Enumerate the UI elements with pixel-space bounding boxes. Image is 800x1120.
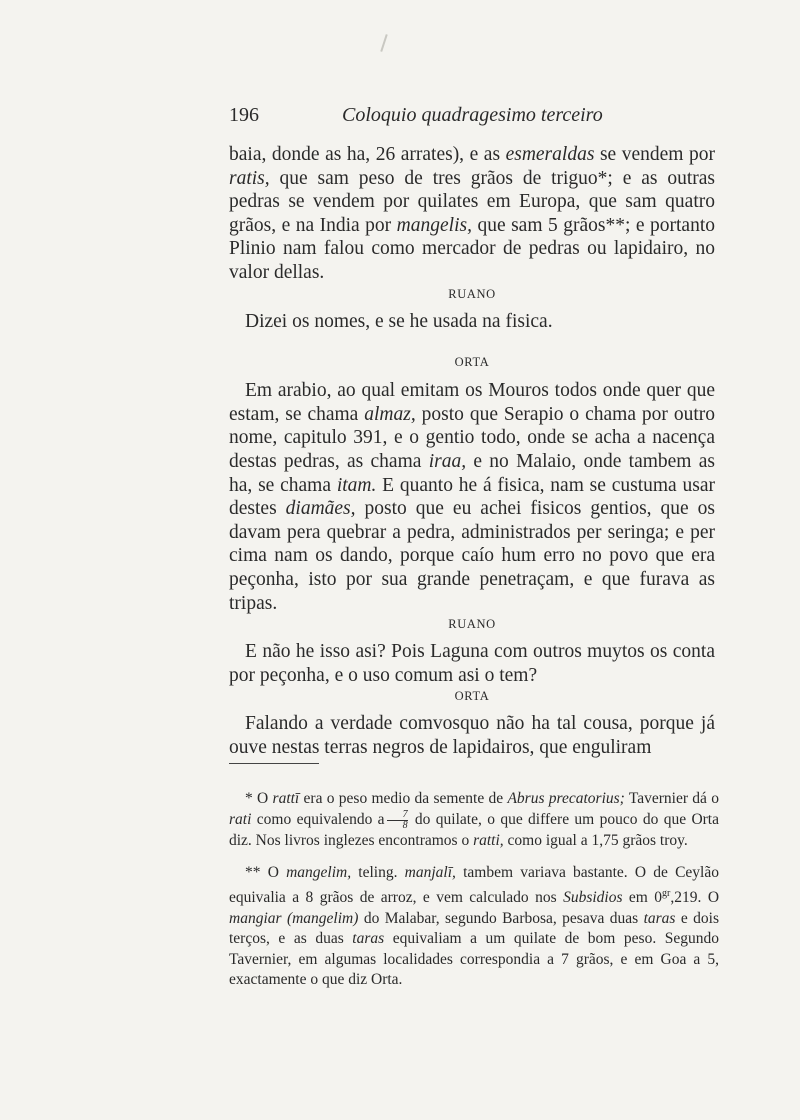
text-run: Em arabio, ao qual emitam os Mouros todos onde quer que estam, se chama	[229, 380, 715, 425]
paragraph	[229, 640, 715, 687]
italic-run: esmeraldas	[505, 144, 595, 165]
text-run: que sam 5 grãos**; e portanto Plinio nam falou como mercador de pedras ou lapidairo, no valor dellas.	[229, 214, 715, 283]
text-run: E quanto he á fisica, nam se custuma usar destes	[229, 474, 715, 520]
italic-run: mangelim,	[286, 864, 352, 882]
text-run: do quilate, o que differe um pouco do que Orta diz. Nos livros inglezes encontramos o	[229, 810, 719, 849]
italic-run: manjalī,	[404, 864, 456, 882]
italic-run: ratti,	[473, 831, 504, 849]
footnote	[229, 789, 719, 851]
text-run: posto que eu achei fisicos gentios, que os davam pera quebrar a pedra, administrados per seringa; e per cima nam os dando, porque caío hum erro no povo que era peçonha, isto por sua grande penetraçam, e que furava as tripas.	[229, 498, 716, 614]
italic-run: almaz,	[364, 403, 416, 425]
text-run: e no Malaio, onde tambem as ha, se chama	[229, 450, 715, 496]
text-run: ,219. O	[670, 888, 720, 906]
speaker-label: ORTA	[454, 689, 490, 704]
page-header	[229, 98, 719, 128]
italic-run: rati	[229, 810, 252, 828]
paragraph	[229, 310, 715, 334]
text-run: como igual a 1,75 grãos troy.	[503, 831, 688, 849]
text-run: do Malabar, segundo Barbosa, pesava duas	[358, 909, 644, 927]
paragraph	[229, 143, 715, 285]
text-run: * O	[245, 790, 273, 807]
italic-run: Subsidios	[563, 888, 623, 906]
text-run: tambem variava bastante. O de Ceylão equivalia a 8 grãos de arroz, e vem calculado nos	[229, 864, 719, 906]
text-run: Tavernier dá o	[624, 790, 719, 807]
text-run: e dois terços, e as duas	[229, 909, 719, 948]
text-run: baia, donde as ha, 26 arrates), e as	[229, 144, 506, 165]
italic-run: mangiar (mangelim)	[229, 909, 359, 927]
main-text	[229, 143, 715, 759]
italic-run: rattī	[272, 790, 300, 807]
footnote-text	[229, 864, 719, 906]
speaker-label: RUANO	[448, 617, 496, 632]
text-run: teling.	[351, 864, 405, 882]
text-run: em 0	[622, 888, 663, 906]
text-run: era o peso medio da semente de	[299, 790, 508, 807]
text-run: posto que Serapio o chama por outro nome, capitulo 391, e o gentio todo, onde se acha a nacença destas pedras, as chama	[229, 403, 715, 472]
speaker-label: ORTA	[454, 355, 490, 370]
text-run: como equivalendo a	[251, 810, 385, 828]
fraction	[387, 810, 408, 831]
fraction-numerator: 7	[387, 810, 408, 821]
text-run: E não he isso asi? Pois Laguna com outros muytos os conta por peçonha, e o uso comum asi o tem?	[229, 641, 715, 686]
pencil-mark	[380, 34, 387, 52]
footnote-divider	[229, 763, 319, 764]
footnote	[229, 863, 719, 991]
italic-run: Abrus precatorius;	[507, 790, 625, 807]
superscript: gr	[662, 887, 671, 899]
text-run: Falando a verdade comvosquo não ha tal cousa, porque já ouve nestas terras negros de lapidairos, que enguliram	[229, 713, 715, 758]
fraction-denominator: 8	[402, 819, 408, 831]
italic-run: diamães,	[285, 498, 356, 520]
footnotes	[229, 789, 719, 991]
italic-run: itam.	[336, 474, 377, 496]
text-run: ** O	[245, 864, 287, 882]
running-head: Coloquio quadragesimo terceiro	[342, 104, 603, 126]
italic-run: iraa,	[428, 450, 467, 472]
italic-run: taras	[352, 930, 385, 948]
speaker-label: RUANO	[448, 286, 496, 301]
text-run: Dizei os nomes, e se he usada na fisica.	[245, 310, 553, 332]
italic-run: taras	[643, 909, 676, 927]
paragraph	[229, 379, 715, 615]
paragraph	[229, 712, 715, 759]
page-number: 196	[229, 104, 259, 126]
text-run: se vendem por	[594, 144, 715, 165]
italic-run: mangelis,	[396, 214, 472, 236]
italic-run: ratis,	[229, 167, 270, 189]
text-run: que sam peso de tres grãos de triguo*; e as outras pedras se vendem por quilates em Europa, que sam quatro grãos, e na India por	[229, 167, 715, 236]
text-run: equivaliam a um quilate de bom peso. Segundo Tavernier, em algumas localidades correspondia a 7 grãos, e em Goa a 5, exactamente o que diz Orta.	[229, 930, 719, 989]
